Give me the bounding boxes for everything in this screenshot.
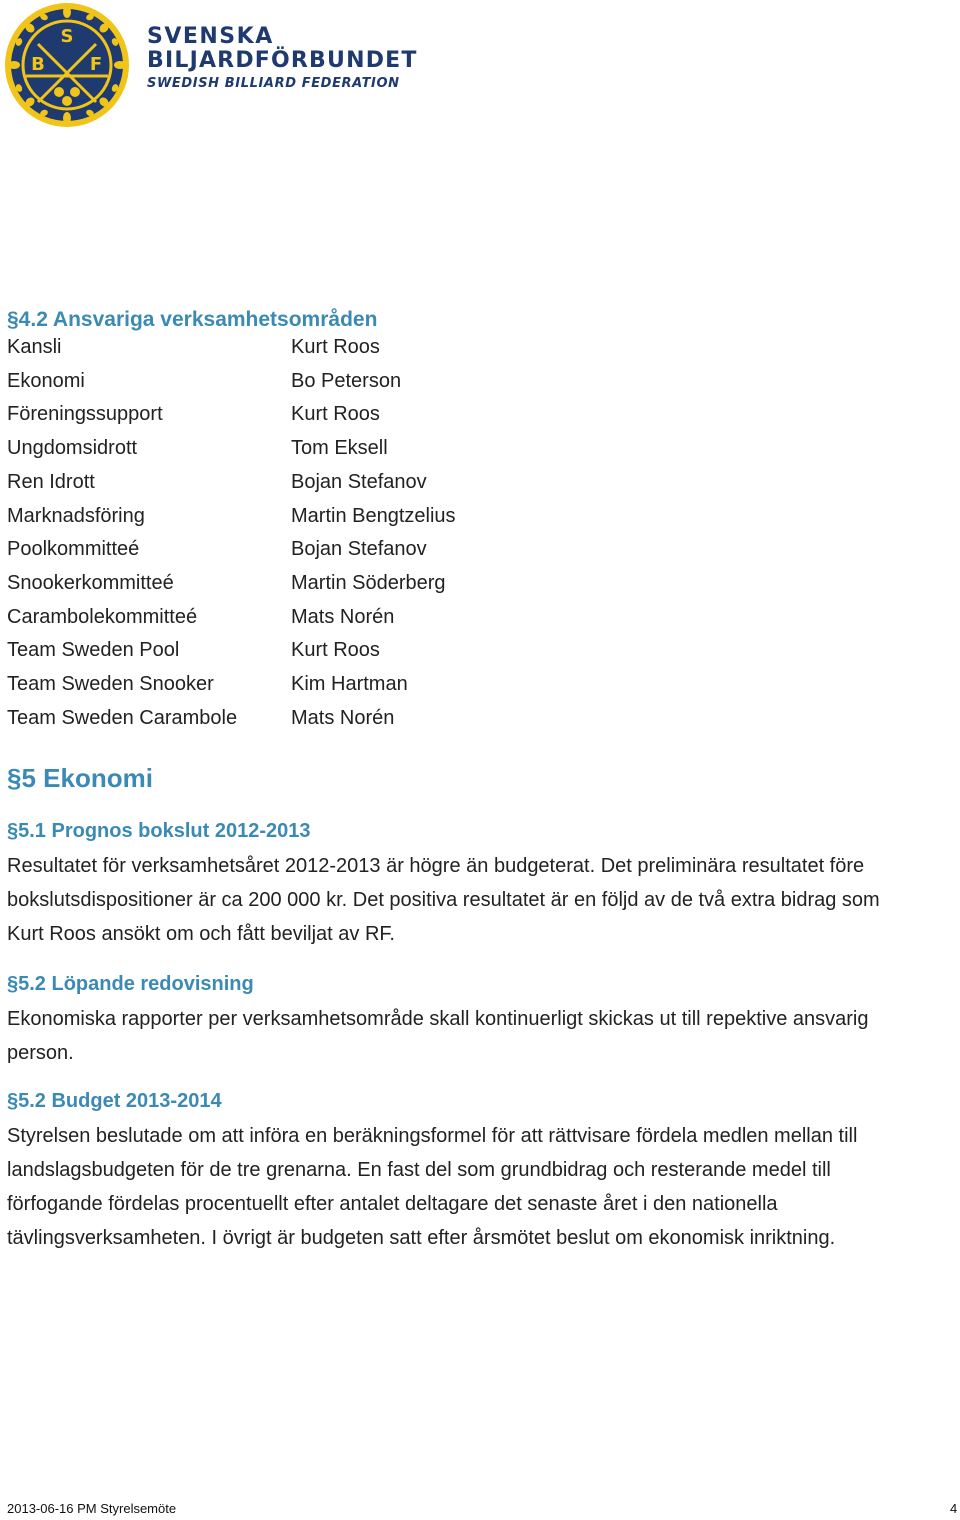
logo-letter-s: S xyxy=(60,26,74,47)
table-row xyxy=(0,403,960,437)
logo-letter-f: F xyxy=(89,54,103,75)
responsible-person: Kurt Roos xyxy=(291,336,380,358)
table-row xyxy=(0,606,960,640)
section-5-2-budget-heading: §5.2 Budget 2013-2014 xyxy=(7,1090,222,1112)
text-line: landslagsbudgeten för de tre grenarna. En fast del som grundbidrag och resterande medel till xyxy=(7,1159,831,1181)
table-row xyxy=(0,538,960,572)
text-line: förfogande fördelas procentuellt efter antalet deltagare det senaste året i den nationella xyxy=(7,1193,778,1215)
text-line: Resultatet för verksamhetsåret 2012-2013 är högre än budgeterat. Det preliminära resultatet före xyxy=(7,855,865,877)
area-name: Snookerkommitteé xyxy=(7,571,174,594)
area-name: Ekonomi xyxy=(7,369,85,392)
org-name-english: SWEDISH BILLIARD FEDERATION xyxy=(147,76,400,91)
table-row xyxy=(0,336,960,370)
area-name: Team Sweden Pool xyxy=(7,639,180,662)
responsible-person: Martin Söderberg xyxy=(291,571,446,594)
responsible-person: Mats Norén xyxy=(291,605,395,628)
table-row xyxy=(0,505,960,539)
section-5-1-body xyxy=(7,849,947,951)
section-4-2-heading: §4.2 Ansvariga verksamhetsområden xyxy=(7,308,378,331)
area-name: Ren Idrott xyxy=(7,470,95,493)
sbf-logo-seal xyxy=(4,2,130,128)
area-name: Poolkommitteé xyxy=(7,538,140,561)
table-row xyxy=(0,572,960,606)
footer-page-number: 4 xyxy=(950,1501,958,1516)
footer-date-title: 2013-06-16 PM Styrelsemöte xyxy=(7,1501,177,1516)
area-name: Carambolekommitteé xyxy=(7,605,198,628)
table-row xyxy=(0,707,960,741)
area-name: Föreningssupport xyxy=(7,403,163,426)
area-name: Team Sweden Carambole xyxy=(7,706,238,729)
section-5-heading: §5 Ekonomi xyxy=(7,763,153,793)
section-5-2-heading: §5.2 Löpande redovisning xyxy=(7,973,254,995)
section-5-2-budget-body xyxy=(7,1119,947,1255)
section-5-1-heading: §5.1 Prognos bokslut 2012-2013 xyxy=(7,820,311,842)
table-row xyxy=(0,639,960,673)
table-row xyxy=(0,471,960,505)
table-row xyxy=(0,673,960,707)
responsible-person: Kim Hartman xyxy=(291,673,408,695)
responsible-person: Kurt Roos xyxy=(291,639,380,662)
area-name: Marknadsföring xyxy=(7,504,145,527)
text-line: Styrelsen beslutade om att införa en beräkningsformel för att rättvisare fördela medlen mellan till xyxy=(7,1125,858,1147)
table-row xyxy=(0,437,960,471)
section-5-2-body xyxy=(7,1002,947,1070)
text-line: Kurt Roos ansökt om och fått beviljat av RF. xyxy=(7,923,395,945)
area-name: Kansli xyxy=(7,336,62,358)
text-line: tävlingsverksamheten. I övrigt är budgeten satt efter årsmötet beslut om ekonomisk inriktning. xyxy=(7,1227,836,1249)
area-name: Ungdomsidrott xyxy=(7,437,138,460)
logo-letter-b: B xyxy=(31,54,45,75)
text-line: person. xyxy=(7,1042,74,1064)
org-name-line1: SVENSKA xyxy=(147,24,274,49)
responsible-person: Kurt Roos xyxy=(291,403,380,426)
responsible-person: Martin Bengtzelius xyxy=(291,504,456,527)
org-name-line2: BILJARDFÖRBUNDET xyxy=(147,48,418,73)
responsible-person: Tom Eksell xyxy=(291,437,388,460)
table-row xyxy=(0,370,960,404)
responsible-person: Bojan Stefanov xyxy=(291,470,427,493)
area-name: Team Sweden Snooker xyxy=(7,673,214,695)
text-line: bokslutsdispositioner är ca 200 000 kr. Det positiva resultatet är en följd av de två extra bidrag som xyxy=(7,889,880,911)
responsible-person: Bojan Stefanov xyxy=(291,538,427,561)
responsible-person: Mats Norén xyxy=(291,706,395,729)
text-line: Ekonomiska rapporter per verksamhetsområde skall kontinuerligt skickas ut till repektive ansvarig xyxy=(7,1008,869,1030)
responsible-person: Bo Peterson xyxy=(291,369,402,392)
